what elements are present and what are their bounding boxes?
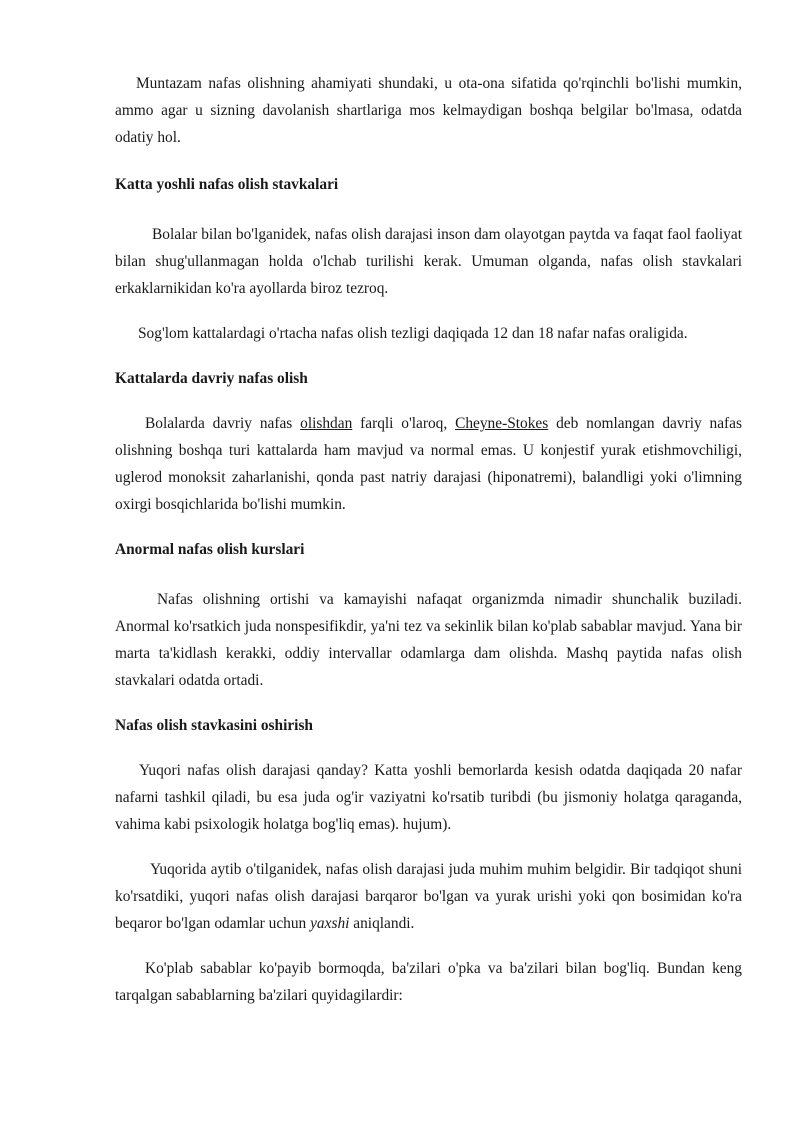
paragraph-intro: Muntazam nafas olishning ahamiyati shundaki, u ota-ona sifatida qo'rqinchli bo'lishi mumkin, ammo agar u sizning davolanish shartlariga mos kelmaydigan boshqa belgilar bo'lmasa, odatda odatiy hol. [115, 75, 742, 146]
paragraph-causes: Ko'plab sabablar ko'payib bormoqda, ba'zilari o'pka va ba'zilari bilan bog'liq. Bundan keng tarqalgan sabablarning ba'zilari quyidagilardir: [115, 960, 742, 1004]
emphasis-yaxshi: yaxshi [310, 915, 350, 932]
text-segment: Yuqorida aytib o'tilganidek, nafas olish darajasi juda muhim muhim belgidir. Bir tadqiqot shuni ko'rsatdiki, yuqori nafas olish darajasi barqaror bo'lgan va yurak urishi yoki qon bosimidan ko'ra beqaror bo'lgan odamlar uchun [115, 861, 742, 932]
heading-adult-rates: Katta yoshli nafas olish stavkalari [115, 176, 339, 193]
text-segment: aniqlandi. [349, 915, 415, 932]
link-cheyne-stokes[interactable]: Cheyne-Stokes [455, 415, 549, 432]
paragraph-average-rate: Sog'lom kattalardagi o'rtacha nafas olish tezligi daqiqada 12 dan 18 nafar nafas oraligida. [138, 325, 688, 342]
document-page [115, 70, 742, 1009]
heading-increased-rate: Nafas olish stavkasini oshirish [115, 717, 313, 734]
paragraph-periodic-breathing [115, 410, 742, 518]
paragraph-high-rate: Yuqori nafas olish darajasi qanday? Katta yoshli bemorlarda kesish odatda daqiqada 20 nafar nafarni tashkil qiladi, bu esa juda og'ir vaziyatni ko'rsatib turibdi (bu jismoniy holatga qaraganda, vahima kabi psixologik holatga bog'liq emas). hujum). [115, 762, 742, 833]
paragraph-vital-sign [115, 856, 742, 937]
heading-abnormal-courses: Anormal nafas olish kurslari [115, 541, 305, 558]
heading-periodic-breathing: Kattalarda davriy nafas olish [115, 370, 308, 387]
paragraph-adult-rates: Bolalar bilan bo'lganidek, nafas olish darajasi inson dam olayotgan paytda va faqat faol faoliyat bilan shug'ullanmagan holda o'lchab turilishi kerak. Umuman olganda, nafas olish stavkalari erkaklarnikidan ko'ra ayollarda biroz tezroq. [115, 226, 742, 297]
text-segment: farqli o'laroq, [352, 415, 456, 432]
link-olishdan[interactable]: olishdan [300, 415, 353, 432]
text-segment: deb nomlangan davriy nafas olishning boshqa turi kattalarda ham mavjud va normal emas. U konjestif yurak etishmovchiligi, uglerod monoksit zaharlanishi, qonda past natriy darajasi (hiponatremi), balandligi yoki o'limning oxirgi bosqichlarida bo'lishi mumkin. [115, 415, 742, 513]
paragraph-abnormal-courses: Nafas olishning ortishi va kamayishi nafaqat organizmda nimadir shunchalik buziladi. Anormal ko'rsatkich juda nonspesifikdir, ya'ni tez va sekinlik bilan ko'plab sabablar mavjud. Yana bir marta ta'kidlash kerakki, oddiy intervallar odamlarga dam olishda. Mashq paytida nafas olish stavkalari odatda ortadi. [115, 591, 742, 689]
text-segment: Bolalarda davriy nafas [145, 415, 301, 432]
